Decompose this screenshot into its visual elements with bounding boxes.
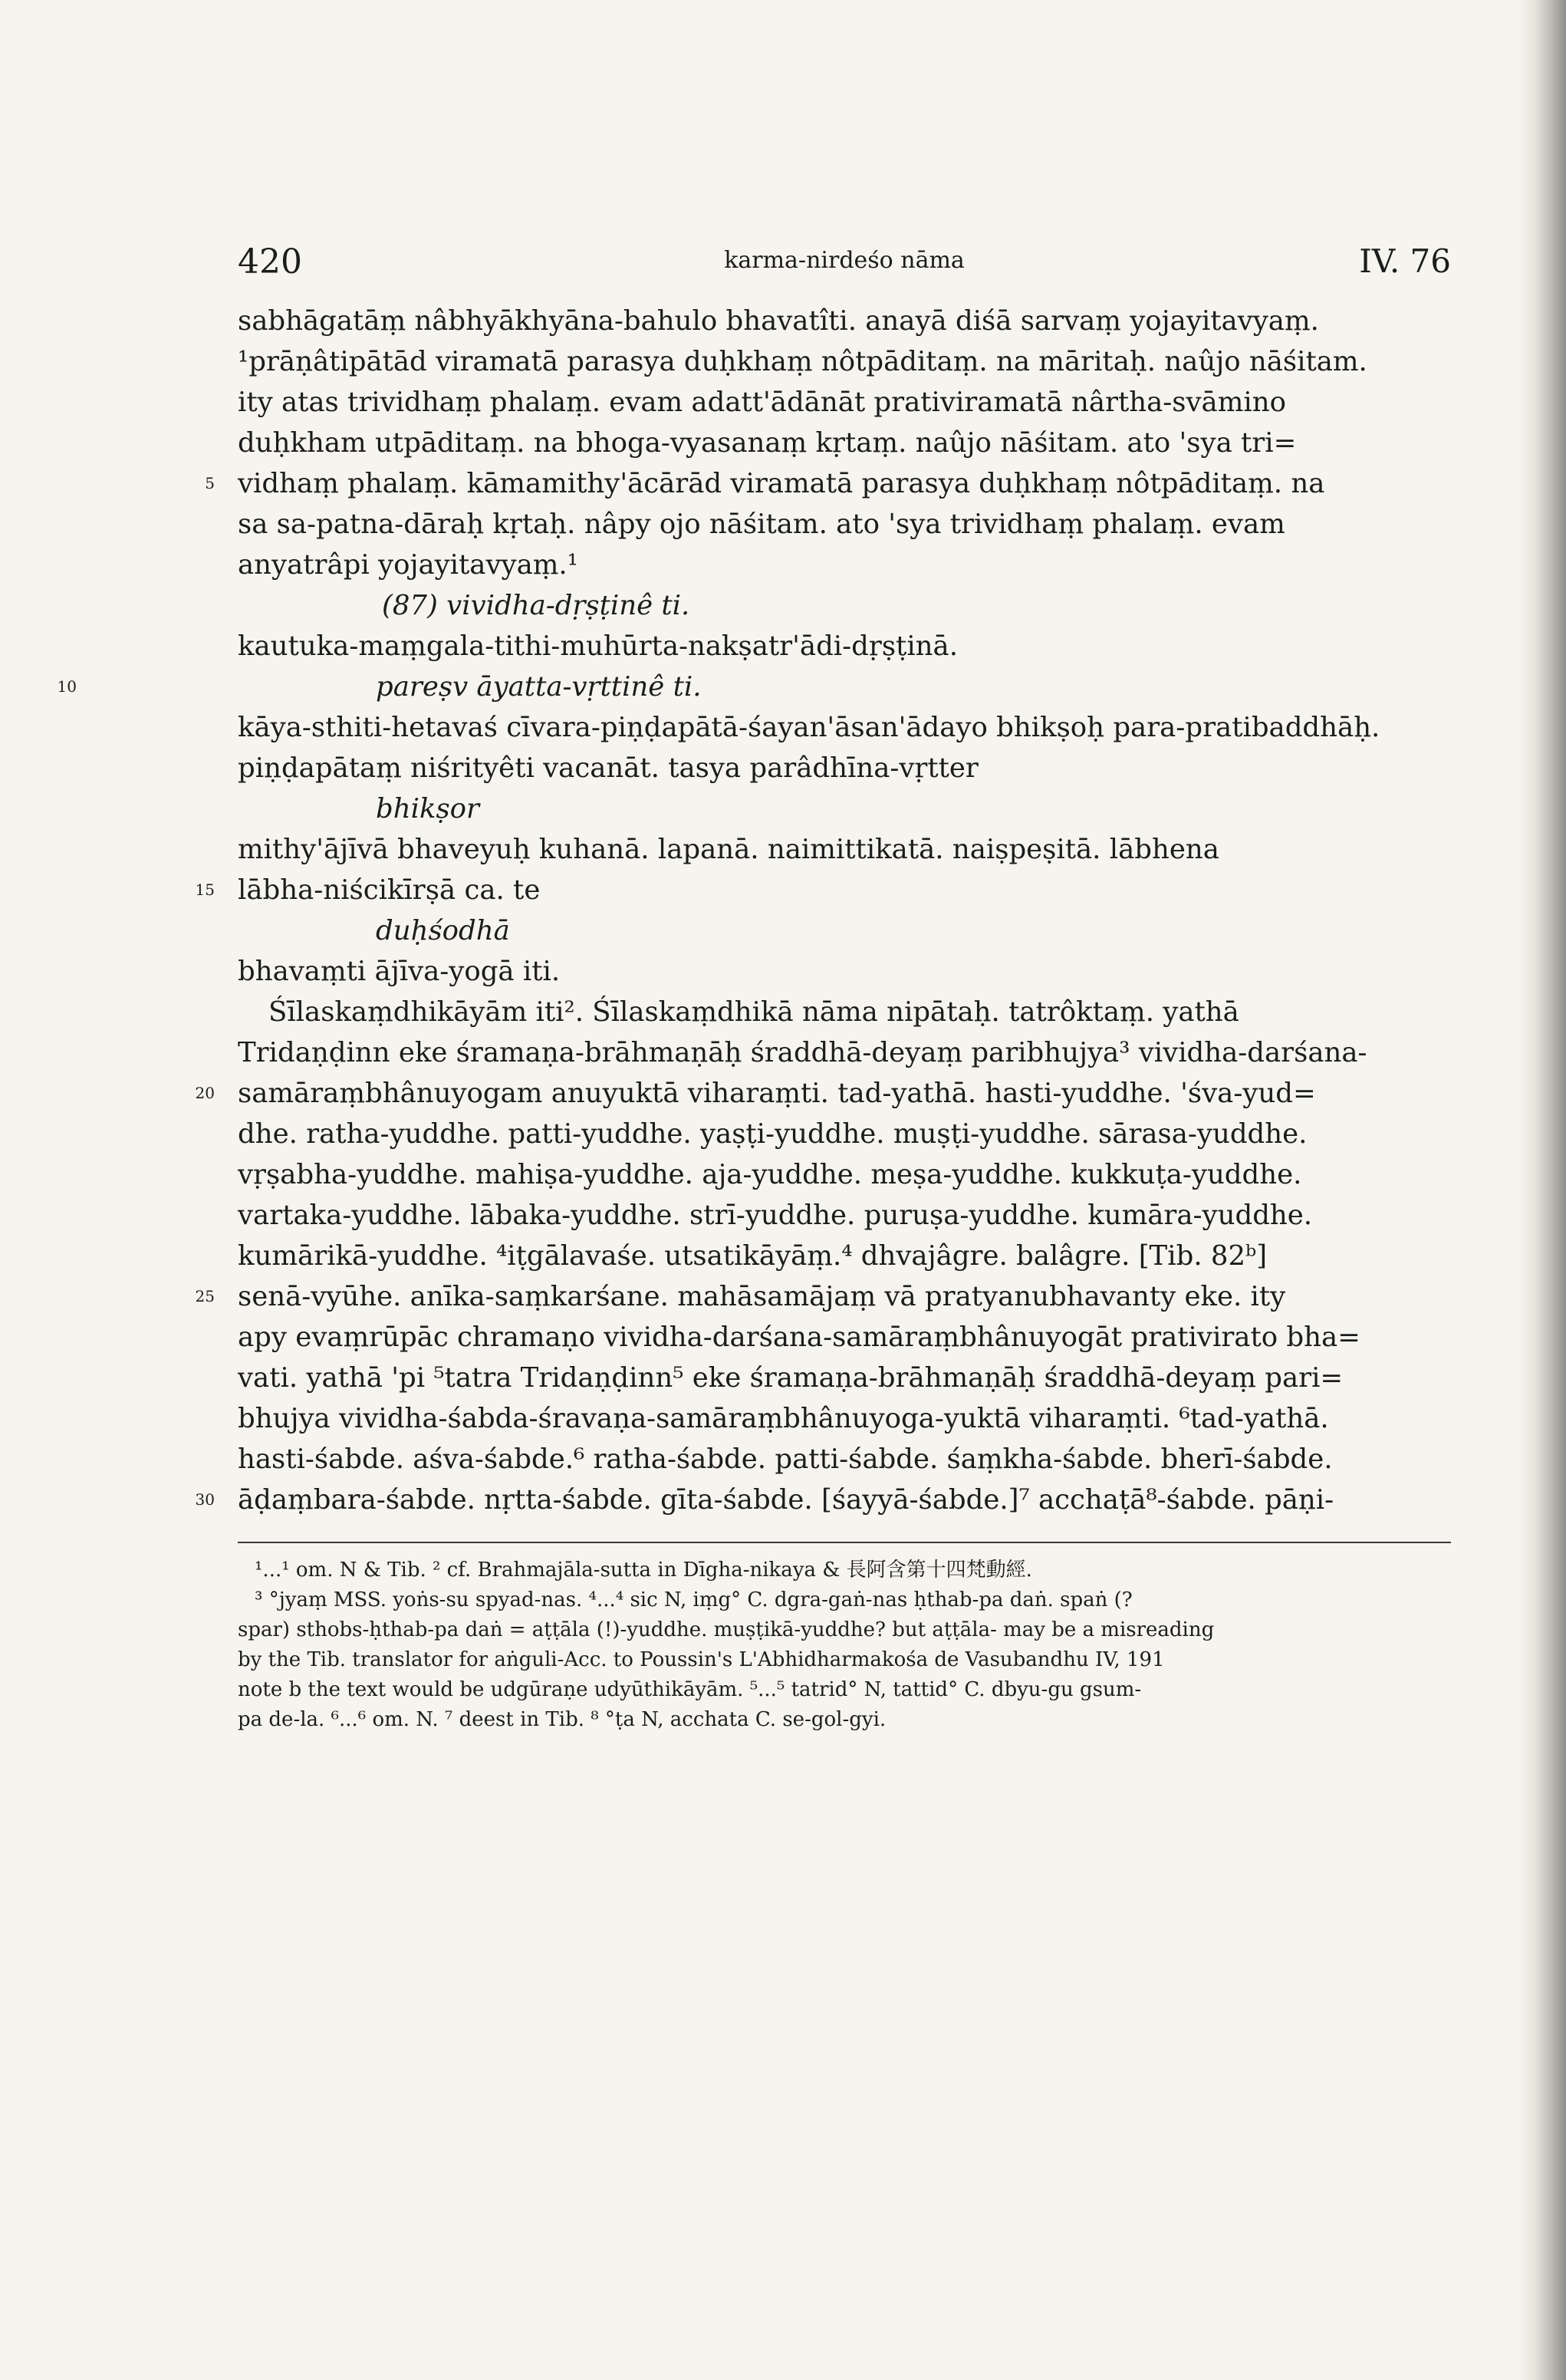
text-line: vṛṣabha-yuddhe. mahiṣa-yuddhe. aja-yuddhe. meṣa-yuddhe. kukkuṭa-yuddhe. xyxy=(238,1159,1302,1190)
text-line: piṇḍapātaṃ niśrityêti vacanāt. tasya parâdhīna-vṛtter xyxy=(238,752,979,784)
text-line: hasti-śabde. aśva-śabde.⁶ ratha-śabde. patti-śabde. śaṃkha-śabde. bherī-śabde. xyxy=(238,1443,1333,1475)
page-number: 420 xyxy=(238,242,302,281)
text-line: kumārikā-yuddhe. ⁴iṭgālavaśe. utsatikāyāṃ.⁴ dhvajâgre. balâgre. [Tib. 82ᵇ] xyxy=(238,1240,1268,1272)
text-line: ¹prāṇâtipātād viramatā parasya duḥkhaṃ nôtpāditaṃ. na māritaḥ. naûjo nāśitam. xyxy=(238,346,1367,377)
section-reference: IV. 76 xyxy=(1359,242,1451,280)
footnote-line: ³ °jyaṃ MSS. yoṅs-su spyad-nas. ⁴...⁴ sic N, iṃg° C. dgra-gaṅ-nas ḥthab-pa daṅ. spaṅ (? xyxy=(255,1588,1133,1611)
footnote-line: by the Tib. translator for aṅguli-Acc. to Poussin's L'Abhidharmakośa de Vasubandhu IV, 191 xyxy=(238,1648,1165,1671)
paragraph-start: Śīlaskaṃdhikāyām iti². Śīlaskaṃdhikā nāma nipātaḥ. tatrôktaṃ. yathā xyxy=(268,996,1239,1028)
text-line: anyatrâpi yojayitavyaṃ.¹ xyxy=(238,549,578,581)
verse-line: duḥśodhā xyxy=(376,915,510,946)
text-line: 15 lābha-niścikīrṣā ca. te xyxy=(238,870,1451,910)
footnote-line: ¹...¹ om. N & Tib. ² cf. Brahmajāla-sutta in Dīgha-nikaya & 長阿含第十四梵動經. xyxy=(255,1559,1032,1582)
footnote-line: spar) sthobs-ḥthab-pa daṅ = aṭṭāla (!)-yuddhe. muṣṭikā-yuddhe? but aṭṭāla- may be a misreading xyxy=(238,1618,1215,1641)
text-line: apy evaṃrūpāc chramaṇo vividha-darśana-samāraṃbhânuyogāt prativirato bha= xyxy=(238,1322,1360,1353)
text-line: sabhāgatāṃ nâbhyākhyāna-bahulo bhavatîti. anayā diśā sarvaṃ yojayitavyaṃ. xyxy=(238,305,1319,337)
text-line: kāya-sthiti-hetavaś cīvara-piṇḍapātā-śayan'āsan'ādayo bhikṣoḥ para-pratibaddhāḥ. xyxy=(238,712,1380,743)
text-line: bhavaṃti ājīva-yogā iti. xyxy=(238,956,561,987)
text-line: 25 senā-vyūhe. anīka-saṃkarśane. mahāsamājaṃ vā pratyanubhavanty eke. ity xyxy=(238,1276,1451,1317)
text-line: 5 vidhaṃ phalaṃ. kāmamithy'ācārād viramatā parasya duḥkhaṃ nôtpāditaṃ. na xyxy=(238,463,1451,504)
text-line: 30 āḍaṃbara-śabde. nṛtta-śabde. gīta-śabde. [śayyā-śabde.]⁷ acchaṭā⁸-śabde. pāṇi- xyxy=(238,1480,1451,1520)
footnote-line: note b the text would be udgūraṇe udyūthikāyām. ⁵...⁵ tatrid° N, tattid° C. dbyu-gu gsum- xyxy=(238,1678,1142,1701)
text-line: vartaka-yuddhe. lābaka-yuddhe. strī-yuddhe. puruṣa-yuddhe. kumāra-yuddhe. xyxy=(238,1200,1313,1231)
text-line: mithy'ājīvā bhaveyuḥ kuhanā. lapanā. naimittikatā. naiṣpeṣitā. lābhena xyxy=(238,834,1219,865)
page-header xyxy=(238,242,1451,288)
text-line: dhe. ratha-yuddhe. patti-yuddhe. yaṣṭi-yuddhe. muṣṭi-yuddhe. sārasa-yuddhe. xyxy=(238,1118,1308,1150)
line-number: 5 xyxy=(205,474,215,492)
text-line: duḥkham utpāditaṃ. na bhoga-vyasanaṃ kṛtaṃ. naûjo nāśitam. ato 'sya tri= xyxy=(238,427,1297,459)
verse-heading: (87) vividha-dṛṣṭinê ti. xyxy=(382,590,690,621)
text-line: 20 samāraṃbhânuyogam anuyuktā viharaṃti. tad-yathā. hasti-yuddhe. 'śva-yud= xyxy=(238,1073,1451,1114)
text-line: kautuka-maṃgala-tithi-muhūrta-nakṣatr'ādi-dṛṣṭinā. xyxy=(238,630,958,662)
line-number: 25 xyxy=(195,1287,215,1305)
main-text xyxy=(57,301,1451,1520)
line-number: 20 xyxy=(195,1084,215,1102)
line-number: 15 xyxy=(195,881,215,899)
footnotes xyxy=(238,1555,1451,1735)
page-edge-shadow xyxy=(1518,0,1566,2380)
text-line: sa sa-patna-dāraḥ kṛtaḥ. nâpy ojo nāśitam. ato 'sya trividhaṃ phalaṃ. evam xyxy=(238,509,1285,540)
line-number: 10 xyxy=(57,677,77,696)
text-line: ity atas trividhaṃ phalaṃ. evam adatt'ādānāt prativiramatā nârtha-svāmino xyxy=(238,387,1286,418)
verse-heading: 10 pareṣv āyatta-vṛttinê ti. xyxy=(238,667,1451,707)
footnote-line: pa de-la. ⁶...⁶ om. N. ⁷ deest in Tib. ⁸ °ṭa N, acchata C. se-gol-gyi. xyxy=(238,1708,887,1731)
running-title: karma-nirdeśo nāma xyxy=(724,247,965,274)
line-number: 30 xyxy=(195,1490,215,1509)
text-line: Tridaṇḍinn eke śramaṇa-brāhmaṇāḥ śraddhā-deyaṃ paribhujya³ vividha-darśana- xyxy=(238,1037,1367,1068)
footnote-rule xyxy=(238,1542,1451,1543)
verse-line: bhikṣor xyxy=(376,793,480,825)
text-line: vati. yathā 'pi ⁵tatra Tridaṇḍinn⁵ eke śramaṇa-brāhmaṇāḥ śraddhā-deyaṃ pari= xyxy=(238,1362,1344,1394)
text-line: bhujya vividha-śabda-śravaṇa-samāraṃbhânuyoga-yuktā viharaṃti. ⁶tad-yathā. xyxy=(238,1403,1329,1434)
